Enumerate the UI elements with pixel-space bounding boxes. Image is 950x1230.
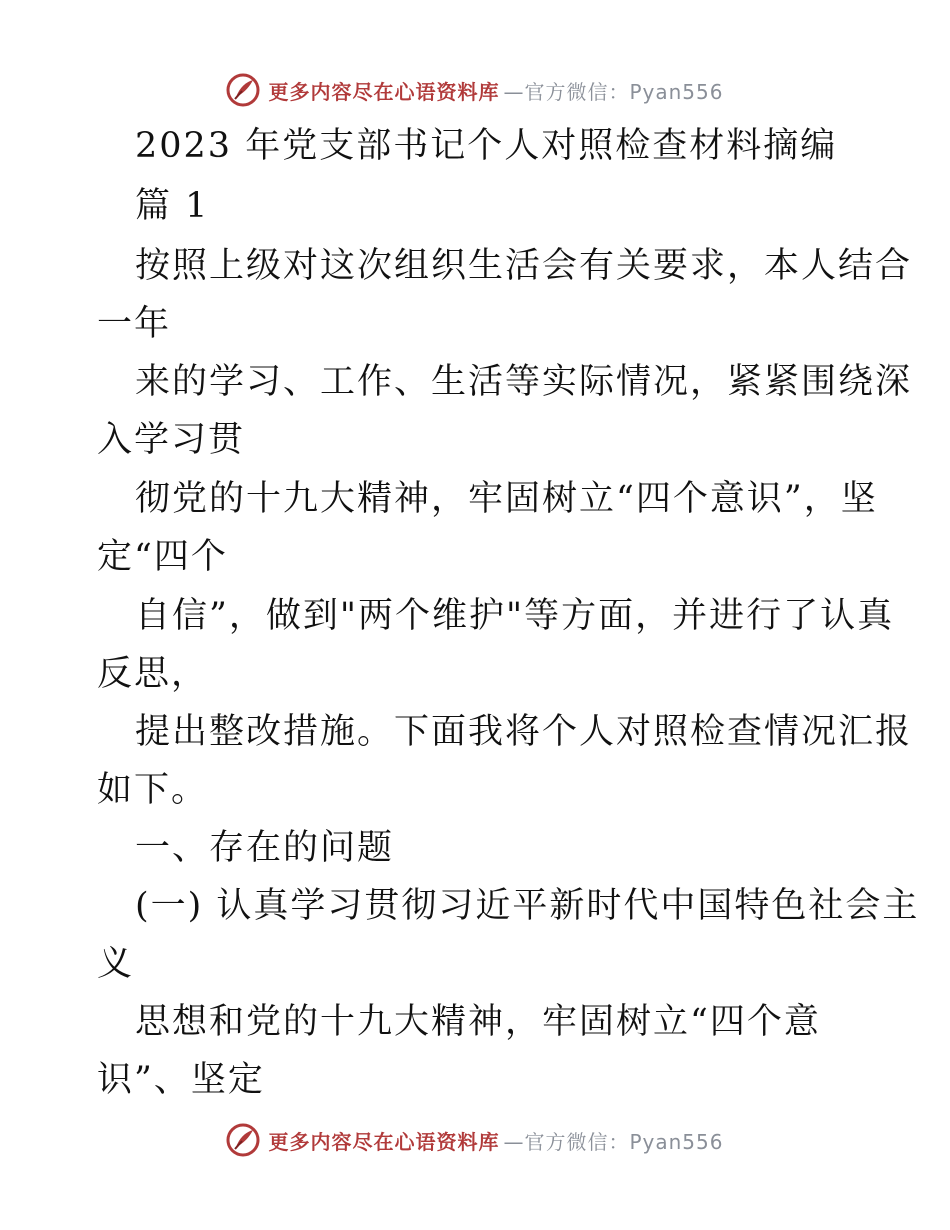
paragraph-line: 提出整改措施。下面我将个人对照检查情况汇报: [135, 712, 913, 752]
paragraph-line: 入学习贯: [97, 420, 246, 460]
paragraph-line: 思想和党的十九大精神，牢固树立“四个意: [135, 1002, 821, 1042]
document-title: 2023 年党支部书记个人对照检查材料摘编: [135, 126, 838, 166]
section-label: 篇 1: [135, 186, 210, 226]
paragraph-line: 识”、坚定: [97, 1060, 265, 1100]
paragraph-line: 义: [97, 944, 135, 984]
footer-watermark: [0, 1120, 950, 1160]
watermark-text: 更多内容尽在心语资料库: [268, 79, 500, 104]
quill-logo-icon: [226, 73, 260, 107]
paragraph-line: 一年: [97, 304, 172, 344]
paragraph-line: 如下。: [97, 770, 209, 810]
paragraph-line: 按照上级对这次组织生活会有关要求，本人结合: [135, 246, 913, 286]
section-heading: 一、存在的问题: [135, 828, 395, 868]
paragraph-line: (一) 认真学习贯彻习近平新时代中国特色社会主: [135, 886, 920, 926]
paragraph-line: 反思，: [97, 654, 209, 694]
paragraph-line: 来的学习、工作、生活等实际情况，紧紧围绕深: [135, 362, 913, 402]
paragraph-line: 彻党的十九大精神，牢固树立“四个意识”，坚: [135, 479, 878, 519]
watermark-text: 更多内容尽在心语资料库: [268, 1129, 500, 1154]
quill-logo-icon: [226, 1123, 260, 1157]
header-watermark: [0, 70, 950, 110]
watermark-contact: —官方微信：Pyan556: [503, 1129, 724, 1154]
paragraph-line: 定“四个: [97, 537, 228, 577]
paragraph-line: 自信”，做到"两个维护"等方面，并进行了认真: [135, 596, 895, 636]
watermark-contact: —官方微信：Pyan556: [503, 79, 724, 104]
